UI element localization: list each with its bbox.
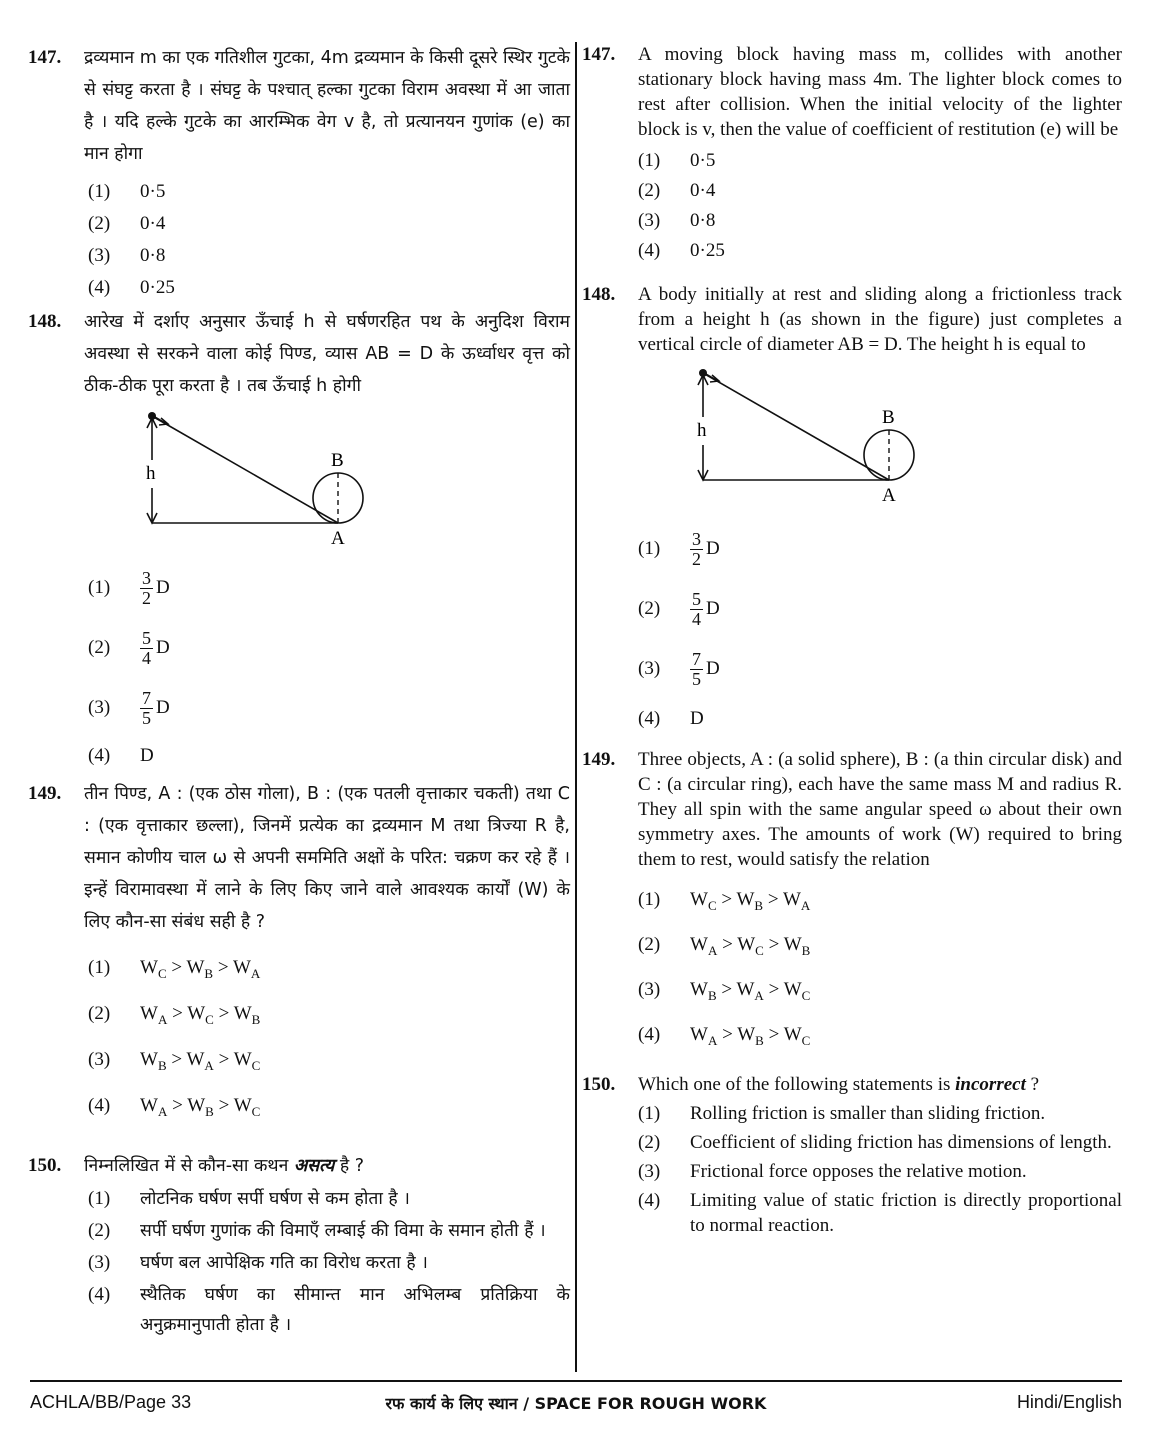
option (638, 206, 1122, 236)
w-symbol: W (737, 1024, 756, 1045)
numerator: 5 (692, 588, 701, 609)
numerator: 5 (142, 627, 151, 648)
w-subscript: C (801, 1033, 811, 1048)
w-subscript: C (157, 966, 167, 981)
option (638, 1188, 1122, 1238)
option-label: (2) (88, 637, 111, 658)
option (88, 678, 570, 738)
option-value: D (140, 745, 154, 766)
option-value (140, 948, 570, 994)
option (88, 618, 570, 678)
question-150-english (582, 1072, 1122, 1097)
question-text: द्रव्यमान m का एक गतिशील गुटका, 4m द्रव्यमान के किसी दूसरे स्थिर गुटके से संघट्ट करता है । संघट्ट के पश्चात् हल्का गुटका विराम अवस्था में आ जाता है । यदि हल्के गुटके का आरम्भिक वेग v है, तो प्रत्यानयन गुणांक (e) का मान होगा (84, 48, 570, 164)
w-subscript: A (204, 1058, 214, 1073)
w-subscript: B (157, 1058, 167, 1073)
operator: > (763, 934, 784, 955)
question-147-english (582, 42, 1122, 142)
option (88, 1248, 570, 1278)
question-148-english (582, 282, 1122, 357)
option-label: (4) (638, 708, 661, 729)
option-label: (3) (638, 979, 661, 1000)
fraction (690, 590, 703, 629)
option (88, 994, 570, 1040)
text-part: ? (1030, 1074, 1040, 1095)
option-label: (1) (88, 181, 111, 202)
option-label: (1) (638, 1103, 661, 1124)
option-value (140, 1040, 570, 1086)
numerator: 7 (692, 648, 701, 669)
option (638, 236, 1122, 266)
vertical-circle (313, 473, 363, 523)
option-label: (4) (638, 1024, 661, 1045)
option-label: (3) (638, 658, 661, 679)
option-value: सर्पी घर्षण गुणांक की विमाएँ लम्बाई की विमा के समान होती हैं । (140, 1221, 546, 1241)
option-label: (2) (638, 1132, 661, 1153)
question-147-hindi (28, 42, 570, 170)
operator: > (213, 1049, 234, 1070)
option-label: (2) (638, 598, 661, 619)
page-code: ACHLA/BB/Page 33 (30, 1392, 192, 1412)
point-b-label: B (331, 450, 344, 471)
w-symbol: W (232, 957, 251, 978)
option (88, 1184, 570, 1214)
vertical-circle (864, 430, 914, 480)
options-147-hindi (88, 176, 570, 304)
operator: > (167, 1003, 188, 1024)
operator: > (167, 1095, 188, 1116)
w-symbol: W (140, 1049, 158, 1070)
fraction (140, 689, 153, 728)
operator: > (763, 979, 784, 1000)
option-label: (2) (638, 180, 661, 201)
w-subscript: B (204, 966, 214, 981)
options-147-english (638, 146, 1122, 266)
question-number: 147. (582, 44, 616, 65)
question-text: आरेख में दर्शाए अनुसार ऊँचाई h से घर्षणरहित पथ के अनुदिश विराम अवस्था से सरकने वाला कोई पिण्ड, व्यास AB = D के ऊर्ध्वाधर वृत्त को ठीक-ठीक पूरा करता है । तब ऊँचाई h होगी (84, 312, 570, 396)
unit: D (706, 598, 720, 619)
option (88, 176, 570, 208)
w-symbol: W (690, 934, 708, 955)
option (638, 1130, 1122, 1155)
option-value: 0·4 (690, 180, 716, 201)
w-subscript: A (157, 1012, 168, 1027)
numerator: 7 (142, 687, 151, 708)
w-symbol: W (140, 1003, 158, 1024)
option-label: (3) (88, 697, 111, 718)
option-value: 0·8 (690, 210, 716, 231)
rough-work-label: रफ कार्य के लिए स्थान / SPACE FOR ROUGH WORK (385, 1394, 767, 1413)
option-label: (1) (88, 1188, 111, 1209)
w-subscript: C (707, 898, 717, 913)
incline-track (703, 373, 889, 480)
w-symbol: W (186, 957, 205, 978)
w-subscript: C (755, 943, 764, 958)
option (638, 1101, 1122, 1126)
question-150-hindi (28, 1150, 570, 1182)
option-value: लोटनिक घर्षण सर्पी घर्षण से कम होता है । (140, 1189, 410, 1209)
track-loop-figure (128, 410, 388, 550)
height-label: h (146, 463, 156, 484)
w-subscript: B (251, 1012, 261, 1027)
question-number: 150. (582, 1074, 616, 1095)
w-subscript: B (755, 1033, 764, 1048)
option-label: (4) (638, 240, 661, 261)
option-value: 0·25 (690, 240, 725, 261)
options-148-english (638, 519, 1122, 739)
question-149-hindi (28, 778, 570, 938)
w-symbol: W (736, 889, 755, 910)
operator: > (763, 889, 783, 910)
option (638, 579, 1122, 639)
w-symbol: W (187, 1003, 206, 1024)
options-149-hindi (88, 948, 570, 1132)
question-number: 149. (582, 749, 616, 770)
w-symbol: W (233, 1049, 252, 1070)
option (88, 738, 570, 774)
option (88, 1086, 570, 1132)
option-label: (1) (638, 538, 661, 559)
option-label: (3) (88, 1252, 111, 1273)
operator: > (213, 1003, 234, 1024)
operator: > (716, 979, 737, 1000)
question-text: Three objects, A : (a solid sphere), B : (a thin circular disk) and C : (a circular ring), each have the same mass M and radius R. They all spin with the same angular speed ω about their own symmetry axes. The amounts of work (W) required to bring them to rest, would satisfy the relation (638, 749, 1122, 870)
option-value: Rolling friction is smaller than sliding friction. (690, 1103, 1046, 1124)
option-value: D (690, 708, 704, 729)
fraction (690, 530, 703, 569)
numerator: 3 (692, 528, 701, 549)
option (638, 1015, 1122, 1060)
option-value: Frictional force opposes the relative motion. (690, 1161, 1027, 1182)
operator: > (213, 1095, 234, 1116)
option-value: 0·5 (690, 150, 716, 171)
option-label: (1) (88, 957, 111, 978)
operator: > (717, 934, 738, 955)
option-value (690, 1015, 1122, 1060)
question-text: A body initially at rest and sliding along a frictionless track from a height h (as shown in the figure) just completes a vertical circle of diameter AB = D. The height h is equal to (638, 284, 1122, 355)
w-subscript: A (250, 966, 261, 981)
option (88, 272, 570, 304)
option-label: (4) (638, 1190, 661, 1211)
question-text: तीन पिण्ड, A : (एक ठोस गोला), B : (एक पतली वृत्ताकार चकती) तथा C : (एक वृत्ताकार छल्ला), जिनमें प्रत्येक का द्रव्यमान M तथा त्रिज्या R है, समान कोणीय चाल ω से अपनी सममिति अक्षों के परित: चक्रण कर रहे हैं । इन्हें विरामावस्था में लाने के लिए किए जाने वाले आवश्यक कार्यों (W) के लिए कौन-सा संबंध सही है ? (84, 784, 570, 932)
fraction (140, 629, 153, 668)
option-label: (3) (88, 245, 111, 266)
point-a-label: A (882, 485, 896, 506)
option-label: (4) (88, 1284, 111, 1305)
question-text (84, 1150, 570, 1182)
fraction (140, 569, 153, 608)
option (638, 925, 1122, 970)
height-label: h (697, 420, 707, 441)
option-value: 0·5 (140, 181, 166, 202)
fraction-value (140, 689, 570, 728)
option-value (140, 994, 570, 1040)
option-label: (1) (638, 889, 661, 910)
operator: > (166, 957, 187, 978)
w-subscript: C (205, 1012, 214, 1027)
w-symbol: W (783, 979, 802, 1000)
w-subscript: B (707, 988, 717, 1003)
w-subscript: C (251, 1104, 261, 1119)
option-value: घर्षण बल आपेक्षिक गति का विरोध करता है । (140, 1253, 428, 1273)
operator: > (763, 1024, 784, 1045)
option-label: (4) (88, 277, 111, 298)
option (638, 176, 1122, 206)
w-symbol: W (690, 889, 708, 910)
w-symbol: W (690, 1024, 708, 1045)
w-symbol: W (737, 934, 756, 955)
option-label: (1) (638, 150, 661, 171)
option (88, 208, 570, 240)
option-value (690, 925, 1122, 970)
w-symbol: W (233, 1095, 252, 1116)
question-text (638, 1072, 1122, 1097)
unit: D (706, 658, 720, 679)
option (88, 240, 570, 272)
w-symbol: W (187, 1095, 206, 1116)
option-value: 0·25 (140, 277, 175, 298)
question-number: 149. (28, 783, 62, 804)
denominator: 4 (692, 608, 701, 629)
unit: D (156, 637, 170, 658)
w-subscript: C (251, 1058, 261, 1073)
fraction-value (690, 590, 1122, 629)
option-value (690, 880, 1122, 925)
column-divider (575, 42, 577, 1372)
option-value: स्थैतिक घर्षण का सीमान्त मान अभिलम्ब प्रतिक्रिया के अनुक्रमानुपाती होता है । (140, 1285, 570, 1335)
w-subscript: A (800, 898, 811, 913)
page-footer (30, 1380, 1122, 1422)
question-text: A moving block having mass m, collides with another stationary block having mass 4m. The lighter block comes to rest after collision. When the initial velocity of the lighter block is v, then the value of coefficient of restitution (e) will be (638, 44, 1122, 140)
text-part: Which one of the following statements is (638, 1074, 951, 1095)
denominator: 4 (142, 647, 151, 668)
option (88, 1280, 570, 1340)
point-a-label: A (331, 528, 345, 549)
w-subscript: B (801, 943, 811, 958)
emphasis-word: incorrect (955, 1074, 1026, 1095)
option (638, 519, 1122, 579)
w-subscript: B (205, 1104, 214, 1119)
option-label: (3) (638, 1161, 661, 1182)
fraction-value (690, 530, 1122, 569)
text-part: है ? (339, 1156, 365, 1176)
english-column (582, 42, 1122, 1238)
option (638, 880, 1122, 925)
question-149-english (582, 747, 1122, 872)
operator: > (716, 889, 737, 910)
option-value (690, 970, 1122, 1015)
unit: D (156, 697, 170, 718)
operator: > (717, 1024, 738, 1045)
operator: > (166, 1049, 187, 1070)
incline-track (152, 416, 338, 523)
option (88, 558, 570, 618)
w-symbol: W (690, 979, 708, 1000)
option-value (140, 1086, 570, 1132)
options-150-english (638, 1101, 1122, 1238)
option (638, 639, 1122, 699)
option-label: (4) (88, 1095, 111, 1116)
w-symbol: W (140, 957, 158, 978)
option-label: (2) (88, 1220, 111, 1241)
language-label: Hindi/English (1016, 1392, 1122, 1412)
option-label: (2) (638, 934, 661, 955)
denominator: 2 (692, 548, 701, 569)
text-part: निम्नलिखित में से कौन-सा कथन (84, 1156, 289, 1176)
hindi-column (28, 42, 570, 1340)
unit: D (156, 577, 170, 598)
w-subscript: A (707, 943, 718, 958)
option-value: 0·4 (140, 213, 166, 234)
option-value: Limiting value of static friction is directly proportional to normal reaction. (690, 1190, 1122, 1236)
operator: > (213, 957, 233, 978)
option-label: (2) (88, 213, 111, 234)
option (88, 948, 570, 994)
option-value: 0·8 (140, 245, 166, 266)
option (88, 1040, 570, 1086)
w-symbol: W (736, 979, 755, 1000)
w-symbol: W (782, 889, 801, 910)
w-symbol: W (783, 934, 802, 955)
option-label: (3) (88, 1049, 111, 1070)
options-149-english (638, 880, 1122, 1060)
question-number: 147. (28, 47, 62, 68)
w-subscript: A (707, 1033, 718, 1048)
options-148-hindi (88, 558, 570, 774)
w-subscript: C (801, 988, 811, 1003)
option (638, 146, 1122, 176)
denominator: 2 (142, 587, 151, 608)
option-label: (1) (88, 577, 111, 598)
option-value: Coefficient of sliding friction has dimensions of length. (690, 1132, 1112, 1153)
option (638, 699, 1122, 739)
option-label: (3) (638, 210, 661, 231)
unit: D (706, 538, 720, 559)
option-label: (2) (88, 1003, 111, 1024)
denominator: 5 (142, 707, 151, 728)
fraction-value (140, 569, 570, 608)
emphasis-word: असत्य (293, 1156, 335, 1176)
fraction-value (690, 650, 1122, 689)
question-number: 150. (28, 1155, 62, 1176)
w-symbol: W (186, 1049, 205, 1070)
w-subscript: A (754, 988, 764, 1003)
option (638, 970, 1122, 1015)
denominator: 5 (692, 668, 701, 689)
w-subscript: B (754, 898, 764, 913)
option (88, 1216, 570, 1246)
option-label: (4) (88, 745, 111, 766)
option (638, 1159, 1122, 1184)
question-number: 148. (582, 284, 616, 305)
fraction-value (140, 629, 570, 668)
fraction (690, 650, 703, 689)
numerator: 3 (142, 567, 151, 588)
question-148-hindi (28, 306, 570, 402)
track-loop-figure (679, 367, 939, 507)
w-symbol: W (783, 1024, 802, 1045)
point-b-label: B (882, 407, 895, 428)
w-symbol: W (233, 1003, 252, 1024)
w-symbol: W (140, 1095, 158, 1116)
options-150-hindi (88, 1184, 570, 1340)
question-number: 148. (28, 311, 62, 332)
w-subscript: A (157, 1104, 168, 1119)
